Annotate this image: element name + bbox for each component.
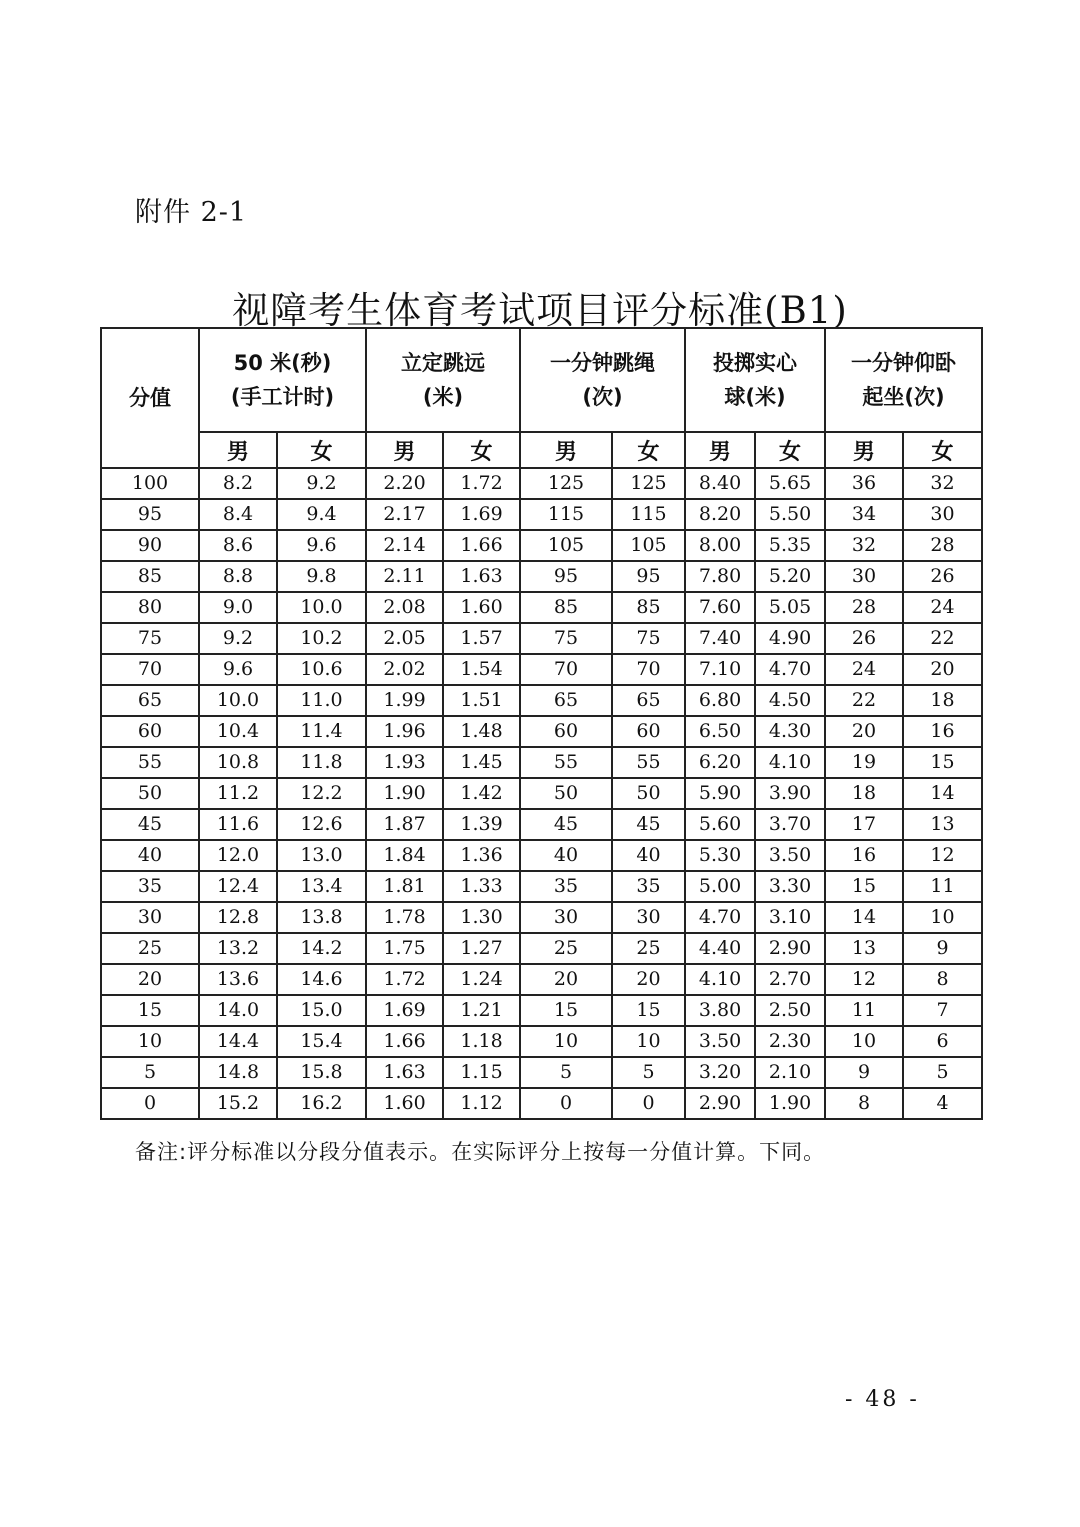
score-cell: 90 (101, 530, 199, 561)
value-cell: 1.66 (443, 530, 520, 561)
value-cell: 1.72 (366, 964, 443, 995)
value-cell: 2.10 (755, 1057, 825, 1088)
value-cell: 16 (903, 716, 982, 747)
value-cell: 15.8 (277, 1057, 366, 1088)
value-cell: 1.63 (443, 561, 520, 592)
value-cell: 1.48 (443, 716, 520, 747)
value-cell: 40 (520, 840, 612, 871)
value-cell: 1.60 (366, 1088, 443, 1119)
value-cell: 11 (825, 995, 903, 1026)
value-cell: 95 (612, 561, 685, 592)
value-cell: 5 (612, 1057, 685, 1088)
value-cell: 10 (612, 1026, 685, 1057)
value-cell: 4.40 (685, 933, 755, 964)
event-header-sit-ups (825, 328, 982, 432)
table-row (101, 530, 982, 561)
value-cell: 1.87 (366, 809, 443, 840)
value-cell: 9.8 (277, 561, 366, 592)
value-cell: 1.81 (366, 871, 443, 902)
value-cell: 11.4 (277, 716, 366, 747)
value-cell: 125 (612, 468, 685, 499)
value-cell: 15 (520, 995, 612, 1026)
score-table-body (101, 468, 982, 1119)
value-cell: 30 (520, 902, 612, 933)
value-cell: 6 (903, 1026, 982, 1057)
value-cell: 1.63 (366, 1057, 443, 1088)
gender-header-female: 女 (755, 432, 825, 468)
value-cell: 15 (612, 995, 685, 1026)
value-cell: 1.69 (443, 499, 520, 530)
value-cell: 5.50 (755, 499, 825, 530)
table-row (101, 1057, 982, 1088)
value-cell: 14 (903, 778, 982, 809)
value-cell: 12.4 (199, 871, 277, 902)
value-cell: 1.90 (366, 778, 443, 809)
value-cell: 8.00 (685, 530, 755, 561)
value-cell: 36 (825, 468, 903, 499)
value-cell: 2.90 (685, 1088, 755, 1119)
value-cell: 1.39 (443, 809, 520, 840)
value-cell: 3.90 (755, 778, 825, 809)
value-cell: 16 (825, 840, 903, 871)
score-cell: 65 (101, 685, 199, 716)
value-cell: 1.51 (443, 685, 520, 716)
value-cell: 75 (612, 623, 685, 654)
value-cell: 5.20 (755, 561, 825, 592)
document-title: 视障考生体育考试项目评分标准(B1) (232, 289, 848, 332)
value-cell: 1.96 (366, 716, 443, 747)
value-cell: 70 (520, 654, 612, 685)
value-cell: 12.0 (199, 840, 277, 871)
value-cell: 30 (903, 499, 982, 530)
gender-header-female: 女 (277, 432, 366, 468)
event-header-line: (手工计时) (230, 385, 335, 409)
table-row (101, 871, 982, 902)
event-header-line: 投掷实心 (713, 351, 798, 375)
value-cell: 15.2 (199, 1088, 277, 1119)
value-cell: 19 (825, 747, 903, 778)
value-cell: 20 (612, 964, 685, 995)
value-cell: 1.93 (366, 747, 443, 778)
score-cell: 85 (101, 561, 199, 592)
value-cell: 26 (903, 561, 982, 592)
value-cell: 16.2 (277, 1088, 366, 1119)
value-cell: 60 (612, 716, 685, 747)
value-cell: 10 (825, 1026, 903, 1057)
table-row (101, 499, 982, 530)
value-cell: 3.50 (685, 1026, 755, 1057)
value-cell: 11.8 (277, 747, 366, 778)
gender-header-row (101, 432, 982, 468)
score-cell: 0 (101, 1088, 199, 1119)
score-cell: 10 (101, 1026, 199, 1057)
table-row (101, 623, 982, 654)
value-cell: 2.20 (366, 468, 443, 499)
value-cell: 2.30 (755, 1026, 825, 1057)
event-header-line: 起坐(次) (862, 385, 945, 409)
value-cell: 14.6 (277, 964, 366, 995)
gender-header-male: 男 (520, 432, 612, 468)
value-cell: 5.35 (755, 530, 825, 561)
value-cell: 7.40 (685, 623, 755, 654)
value-cell: 10.8 (199, 747, 277, 778)
value-cell: 2.50 (755, 995, 825, 1026)
value-cell: 10.0 (199, 685, 277, 716)
scoring-table (100, 327, 983, 1120)
value-cell: 14 (825, 902, 903, 933)
value-cell: 11.2 (199, 778, 277, 809)
value-cell: 1.54 (443, 654, 520, 685)
value-cell: 1.45 (443, 747, 520, 778)
table-row (101, 561, 982, 592)
event-header-line: (米) (422, 385, 464, 409)
value-cell: 10 (520, 1026, 612, 1057)
value-cell: 5.90 (685, 778, 755, 809)
value-cell: 12.6 (277, 809, 366, 840)
value-cell: 2.11 (366, 561, 443, 592)
value-cell: 2.70 (755, 964, 825, 995)
value-cell: 18 (903, 685, 982, 716)
event-header-line: 一分钟跳绳 (550, 351, 656, 375)
value-cell: 1.99 (366, 685, 443, 716)
event-header-50m (199, 328, 366, 432)
value-cell: 4 (903, 1088, 982, 1119)
value-cell: 1.75 (366, 933, 443, 964)
value-cell: 125 (520, 468, 612, 499)
value-cell: 8 (903, 964, 982, 995)
value-cell: 5.05 (755, 592, 825, 623)
value-cell: 13 (903, 809, 982, 840)
value-cell: 2.90 (755, 933, 825, 964)
value-cell: 24 (825, 654, 903, 685)
gender-header-male: 男 (199, 432, 277, 468)
table-row (101, 685, 982, 716)
table-row (101, 654, 982, 685)
value-cell: 11 (903, 871, 982, 902)
value-cell: 9.0 (199, 592, 277, 623)
value-cell: 115 (612, 499, 685, 530)
value-cell: 8.8 (199, 561, 277, 592)
table-row (101, 1088, 982, 1119)
gender-header-male: 男 (685, 432, 755, 468)
page-number: - 48 - (845, 1387, 920, 1412)
value-cell: 1.42 (443, 778, 520, 809)
value-cell: 9.2 (199, 623, 277, 654)
value-cell: 7.80 (685, 561, 755, 592)
footnote: 备注:评分标准以分段分值表示。在实际评分上按每一分值计算。下同。 (135, 1140, 826, 1164)
value-cell: 10.2 (277, 623, 366, 654)
value-cell: 32 (903, 468, 982, 499)
value-cell: 1.12 (443, 1088, 520, 1119)
table-row (101, 1026, 982, 1057)
value-cell: 8.6 (199, 530, 277, 561)
event-header-jump-rope (520, 328, 685, 432)
value-cell: 45 (520, 809, 612, 840)
value-cell: 13.0 (277, 840, 366, 871)
value-cell: 8.2 (199, 468, 277, 499)
value-cell: 50 (612, 778, 685, 809)
score-cell: 15 (101, 995, 199, 1026)
table-row (101, 995, 982, 1026)
score-cell: 60 (101, 716, 199, 747)
event-header-line: 50 米(秒) (233, 351, 332, 375)
value-cell: 2.08 (366, 592, 443, 623)
value-cell: 13.2 (199, 933, 277, 964)
value-cell: 14.2 (277, 933, 366, 964)
value-cell: 4.90 (755, 623, 825, 654)
value-cell: 50 (520, 778, 612, 809)
value-cell: 1.84 (366, 840, 443, 871)
value-cell: 9.6 (199, 654, 277, 685)
value-cell: 3.30 (755, 871, 825, 902)
value-cell: 3.80 (685, 995, 755, 1026)
event-header-row (101, 328, 982, 432)
value-cell: 5.60 (685, 809, 755, 840)
score-cell: 70 (101, 654, 199, 685)
value-cell: 65 (520, 685, 612, 716)
value-cell: 4.10 (685, 964, 755, 995)
score-cell: 75 (101, 623, 199, 654)
value-cell: 13.4 (277, 871, 366, 902)
value-cell: 5 (903, 1057, 982, 1088)
value-cell: 85 (612, 592, 685, 623)
value-cell: 20 (903, 654, 982, 685)
value-cell: 22 (903, 623, 982, 654)
value-cell: 5.00 (685, 871, 755, 902)
table-row (101, 716, 982, 747)
value-cell: 1.15 (443, 1057, 520, 1088)
value-cell: 2.05 (366, 623, 443, 654)
value-cell: 1.90 (755, 1088, 825, 1119)
value-cell: 85 (520, 592, 612, 623)
value-cell: 5.30 (685, 840, 755, 871)
value-cell: 1.78 (366, 902, 443, 933)
value-cell: 20 (520, 964, 612, 995)
score-cell: 55 (101, 747, 199, 778)
table-row (101, 902, 982, 933)
value-cell: 7.60 (685, 592, 755, 623)
value-cell: 4.10 (755, 747, 825, 778)
value-cell: 11.6 (199, 809, 277, 840)
score-cell: 45 (101, 809, 199, 840)
value-cell: 8.4 (199, 499, 277, 530)
table-row (101, 747, 982, 778)
value-cell: 35 (520, 871, 612, 902)
value-cell: 25 (612, 933, 685, 964)
value-cell: 105 (612, 530, 685, 561)
score-cell: 100 (101, 468, 199, 499)
value-cell: 30 (825, 561, 903, 592)
value-cell: 3.70 (755, 809, 825, 840)
value-cell: 3.20 (685, 1057, 755, 1088)
gender-header-male: 男 (366, 432, 443, 468)
value-cell: 115 (520, 499, 612, 530)
value-cell: 1.24 (443, 964, 520, 995)
value-cell: 28 (825, 592, 903, 623)
table-row (101, 964, 982, 995)
value-cell: 1.33 (443, 871, 520, 902)
value-cell: 34 (825, 499, 903, 530)
value-cell: 24 (903, 592, 982, 623)
value-cell: 4.50 (755, 685, 825, 716)
gender-header-male: 男 (825, 432, 903, 468)
table-row (101, 468, 982, 499)
value-cell: 5 (520, 1057, 612, 1088)
value-cell: 55 (612, 747, 685, 778)
score-cell: 25 (101, 933, 199, 964)
value-cell: 1.18 (443, 1026, 520, 1057)
value-cell: 13 (825, 933, 903, 964)
event-header-line: 球(米) (724, 385, 786, 409)
value-cell: 9 (825, 1057, 903, 1088)
value-cell: 13.6 (199, 964, 277, 995)
value-cell: 15.0 (277, 995, 366, 1026)
gender-header-female: 女 (903, 432, 982, 468)
value-cell: 6.50 (685, 716, 755, 747)
value-cell: 8 (825, 1088, 903, 1119)
value-cell: 2.17 (366, 499, 443, 530)
value-cell: 65 (612, 685, 685, 716)
value-cell: 12.8 (199, 902, 277, 933)
table-row (101, 840, 982, 871)
table-row (101, 778, 982, 809)
value-cell: 14.4 (199, 1026, 277, 1057)
value-cell: 45 (612, 809, 685, 840)
value-cell: 30 (612, 902, 685, 933)
value-cell: 75 (520, 623, 612, 654)
score-cell: 5 (101, 1057, 199, 1088)
value-cell: 26 (825, 623, 903, 654)
value-cell: 1.30 (443, 902, 520, 933)
value-cell: 0 (520, 1088, 612, 1119)
score-cell: 50 (101, 778, 199, 809)
value-cell: 15 (825, 871, 903, 902)
value-cell: 0 (612, 1088, 685, 1119)
value-cell: 1.69 (366, 995, 443, 1026)
value-cell: 1.27 (443, 933, 520, 964)
value-cell: 105 (520, 530, 612, 561)
value-cell: 95 (520, 561, 612, 592)
value-cell: 12 (825, 964, 903, 995)
value-cell: 1.57 (443, 623, 520, 654)
value-cell: 9.4 (277, 499, 366, 530)
value-cell: 9.2 (277, 468, 366, 499)
value-cell: 20 (825, 716, 903, 747)
score-cell: 35 (101, 871, 199, 902)
value-cell: 14.0 (199, 995, 277, 1026)
event-header-medicine-ball (685, 328, 825, 432)
value-cell: 4.70 (685, 902, 755, 933)
value-cell: 13.8 (277, 902, 366, 933)
value-cell: 55 (520, 747, 612, 778)
value-cell: 1.21 (443, 995, 520, 1026)
value-cell: 4.30 (755, 716, 825, 747)
value-cell: 14.8 (199, 1057, 277, 1088)
value-cell: 35 (612, 871, 685, 902)
value-cell: 60 (520, 716, 612, 747)
value-cell: 1.60 (443, 592, 520, 623)
event-header-line: 立定跳远 (401, 351, 486, 375)
attachment-label: 附件 2-1 (135, 197, 248, 228)
value-cell: 32 (825, 530, 903, 561)
value-cell: 3.50 (755, 840, 825, 871)
value-cell: 25 (520, 933, 612, 964)
event-header-long-jump (366, 328, 520, 432)
value-cell: 4.70 (755, 654, 825, 685)
value-cell: 18 (825, 778, 903, 809)
value-cell: 7 (903, 995, 982, 1026)
value-cell: 11.0 (277, 685, 366, 716)
value-cell: 15 (903, 747, 982, 778)
value-cell: 70 (612, 654, 685, 685)
value-cell: 10 (903, 902, 982, 933)
value-cell: 40 (612, 840, 685, 871)
value-cell: 10.4 (199, 716, 277, 747)
value-cell: 10.0 (277, 592, 366, 623)
value-cell: 15.4 (277, 1026, 366, 1057)
value-cell: 1.36 (443, 840, 520, 871)
value-cell: 5.65 (755, 468, 825, 499)
score-cell: 80 (101, 592, 199, 623)
score-cell: 30 (101, 902, 199, 933)
value-cell: 6.20 (685, 747, 755, 778)
value-cell: 28 (903, 530, 982, 561)
value-cell: 1.72 (443, 468, 520, 499)
gender-header-female: 女 (612, 432, 685, 468)
value-cell: 2.02 (366, 654, 443, 685)
value-cell: 1.66 (366, 1026, 443, 1057)
value-cell: 7.10 (685, 654, 755, 685)
score-cell: 95 (101, 499, 199, 530)
value-cell: 22 (825, 685, 903, 716)
table-row (101, 809, 982, 840)
gender-header-female: 女 (443, 432, 520, 468)
event-header-line: 一分钟仰卧 (851, 351, 957, 375)
value-cell: 10.6 (277, 654, 366, 685)
value-cell: 2.14 (366, 530, 443, 561)
table-row (101, 592, 982, 623)
value-cell: 8.20 (685, 499, 755, 530)
score-header: 分值 (101, 328, 199, 468)
event-header-line: (次) (582, 385, 623, 409)
value-cell: 17 (825, 809, 903, 840)
value-cell: 12.2 (277, 778, 366, 809)
score-cell: 40 (101, 840, 199, 871)
value-cell: 8.40 (685, 468, 755, 499)
value-cell: 3.10 (755, 902, 825, 933)
value-cell: 9.6 (277, 530, 366, 561)
value-cell: 12 (903, 840, 982, 871)
score-cell: 20 (101, 964, 199, 995)
table-row (101, 933, 982, 964)
value-cell: 6.80 (685, 685, 755, 716)
value-cell: 9 (903, 933, 982, 964)
